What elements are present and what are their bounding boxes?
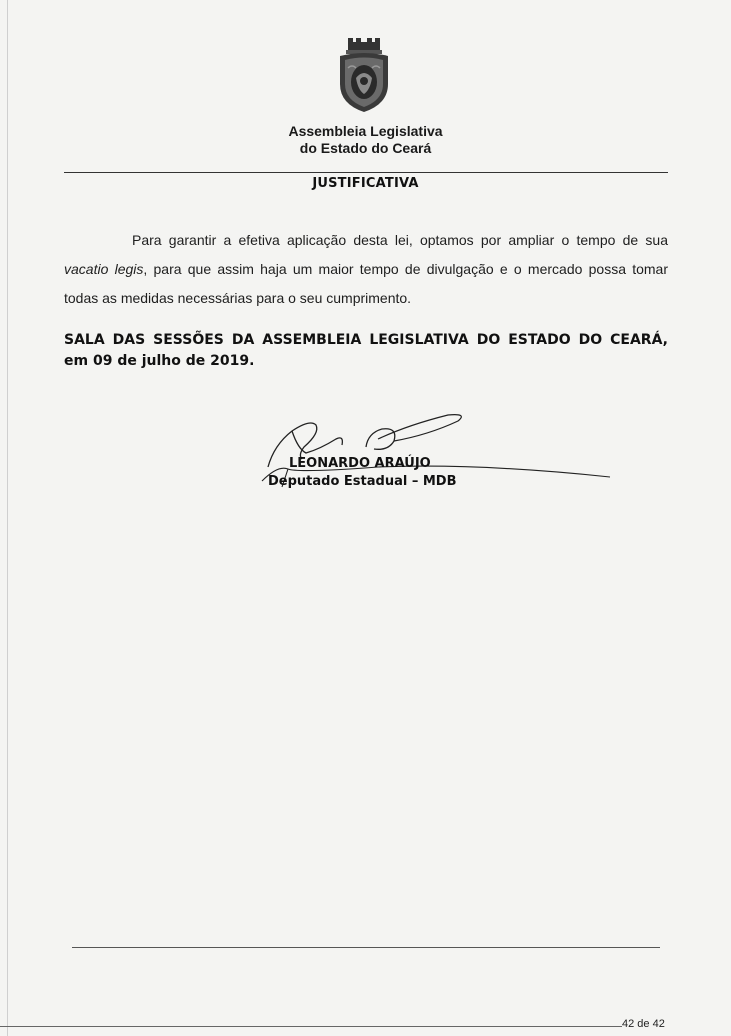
- header-divider: [64, 172, 668, 173]
- org-name-line1: Assembleia Legislativa: [288, 123, 443, 139]
- bottom-divider: [72, 947, 660, 948]
- ceara-coat-of-arms-icon: [334, 38, 394, 114]
- signer-name: LEONARDO ARAÚJO: [289, 456, 431, 471]
- page-number: 42 de 42: [622, 1018, 665, 1030]
- closing-statement: SALA DAS SESSÕES DA ASSEMBLEIA LEGISLATIVA DO ESTADO DO CEARÁ, em 09 de julho de 2019.: [64, 332, 668, 369]
- justification-paragraph: [64, 226, 668, 313]
- document-title: JUSTIFICATIVA: [312, 176, 419, 191]
- footer-divider: [0, 1026, 622, 1027]
- org-name-line2: do Estado do Ceará: [299, 140, 432, 156]
- paragraph-text-part2: , para que assim haja um maior tempo de divulgação e o mercado possa tomar todas as medidas necessárias para o seu cumprimento.: [64, 261, 669, 306]
- paragraph-italic-term: vacatio legis: [64, 261, 144, 277]
- signer-role: Deputado Estadual – MDB: [268, 474, 457, 489]
- paragraph-text-part1: Para garantir a efetiva aplicação desta lei, optamos por ampliar o tempo de sua: [132, 232, 668, 248]
